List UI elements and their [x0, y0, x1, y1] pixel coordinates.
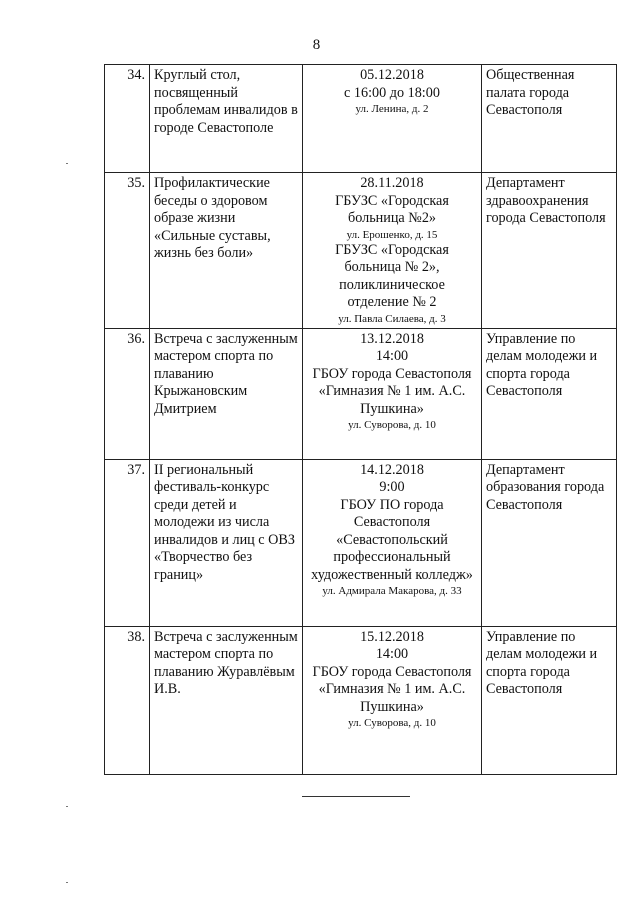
event-address-2: ул. Павла Силаева, д. 3: [338, 312, 446, 325]
row-number: 35.: [105, 173, 150, 329]
row-number: 37.: [105, 459, 150, 626]
event-time: с 16:00 до 18:00: [344, 84, 440, 101]
event-address: ул. Адмирала Макарова, д. 33: [322, 585, 462, 597]
footnote-rule: [302, 796, 410, 797]
event-organizer: Департамент здравоохранения города Севастополя: [482, 173, 617, 329]
event-title: Встреча с заслуженным мастером спорта по плаванию Журавлёвым И.В.: [150, 626, 303, 774]
event-date: 05.12.2018: [360, 67, 424, 83]
event-venue: ГБОУ ПО города Севастополя «Севастопольский профессиональный художественный колледж»: [311, 496, 473, 583]
table-row: [105, 173, 617, 329]
row-number: 34.: [105, 65, 150, 173]
event-address: ул. Суворова, д. 10: [348, 717, 436, 729]
event-date: 14.12.2018: [360, 461, 424, 478]
event-when: [303, 65, 482, 173]
event-date: 13.12.2018: [360, 330, 424, 347]
events-table: [104, 64, 617, 775]
event-venue: ГБОУ города Севастополя «Гимназия № 1 им. А.С. Пушкина»: [312, 365, 472, 417]
event-organizer: Управление по делам молодежи и спорта города Севастополя: [482, 328, 617, 459]
scan-speck: [66, 163, 68, 164]
page-number: 8: [312, 37, 321, 53]
event-venue-2: ГБУЗС «Городская больница № 2», поликлиническое отделение № 2: [335, 241, 449, 310]
event-when: [303, 173, 482, 329]
table-row: [105, 459, 617, 626]
scan-speck: [66, 806, 68, 807]
event-time: 14:00: [375, 348, 409, 364]
event-when: [303, 626, 482, 774]
event-title: II региональный фестиваль-конкурс среди детей и молодежи из числа инвалидов и лиц с ОВЗ «Творчество без границ»: [150, 459, 303, 626]
event-when: [303, 459, 482, 626]
table-row: [105, 626, 617, 774]
table-row: [105, 65, 617, 173]
table-row: [105, 328, 617, 459]
event-time: 14:00: [375, 646, 409, 662]
event-when: [303, 328, 482, 459]
event-venue: ГБОУ города Севастополя «Гимназия № 1 им. А.С. Пушкина»: [312, 663, 472, 715]
event-address: ул. Суворова, д. 10: [348, 419, 436, 431]
event-title: Профилактические беседы о здоровом образе жизни «Сильные суставы, жизнь без боли»: [150, 173, 303, 329]
event-venue: ГБУЗС «Городская больница №2»: [335, 192, 449, 226]
event-address: ул. Ленина, д. 2: [355, 103, 429, 115]
event-title: Круглый стол, посвященный проблемам инвалидов в городе Севастополе: [150, 65, 303, 173]
event-address: ул. Ерошенко, д. 15: [346, 228, 438, 241]
row-number: 36.: [105, 328, 150, 459]
event-date: 28.11.2018: [360, 175, 424, 191]
event-organizer: Департамент образования города Севастополя: [482, 459, 617, 626]
event-time: 9:00: [379, 479, 405, 495]
row-number: 38.: [105, 626, 150, 774]
event-organizer: Управление по делам молодежи и спорта города Севастополя: [482, 626, 617, 774]
event-date: 15.12.2018: [360, 628, 424, 645]
event-organizer: Общественная палата города Севастополя: [482, 65, 617, 173]
scan-speck: [66, 882, 68, 883]
event-title: Встреча с заслуженным мастером спорта по плаванию Крыжановским Дмитрием: [150, 328, 303, 459]
